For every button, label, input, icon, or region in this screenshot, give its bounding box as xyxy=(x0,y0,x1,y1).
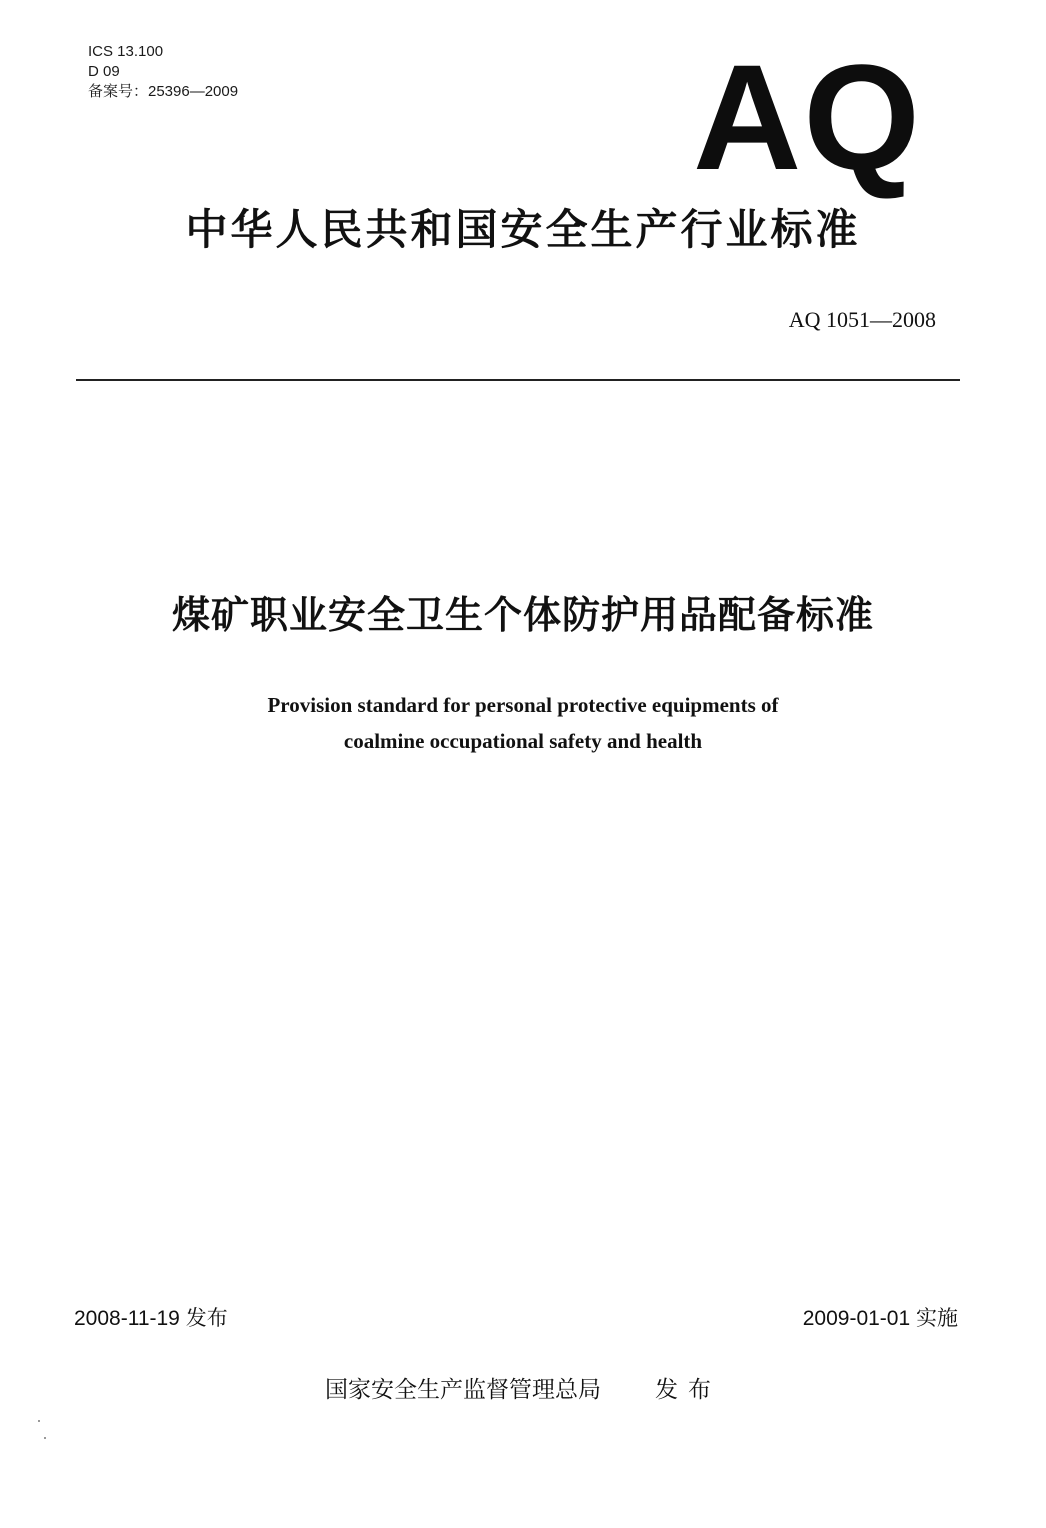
scan-speck xyxy=(38,1420,40,1422)
english-title-line-1: Provision standard for personal protective equipments of xyxy=(267,693,779,717)
classification-block xyxy=(88,42,238,102)
document-title-chinese: 煤矿职业安全卫生个体防护用品配备标准 xyxy=(171,593,874,637)
scan-speck xyxy=(44,1437,46,1439)
standard-type-heading: 中华人民共和国安全生产行业标准 xyxy=(185,205,861,254)
issuer-name: 国家安全生产监督管理总局 xyxy=(325,1377,601,1403)
aq-logo: AQ xyxy=(693,33,922,201)
standard-code: AQ 1051—2008 xyxy=(788,307,936,332)
implement-date: 2009-01-01 实施 xyxy=(802,1307,958,1330)
header-divider xyxy=(76,379,960,381)
issue-action: 发布 xyxy=(655,1377,721,1403)
document-title-english xyxy=(0,687,1046,759)
ics-code: ICS 13.100 xyxy=(88,43,164,60)
publish-date: 2008-11-19 发布 xyxy=(74,1307,228,1330)
ccs-code: D 09 xyxy=(88,63,120,80)
english-title-line-2: coalmine occupational safety and health xyxy=(343,729,703,753)
issuer-line xyxy=(0,1374,1046,1406)
record-number: 备案号：25396—2009 xyxy=(88,83,239,100)
